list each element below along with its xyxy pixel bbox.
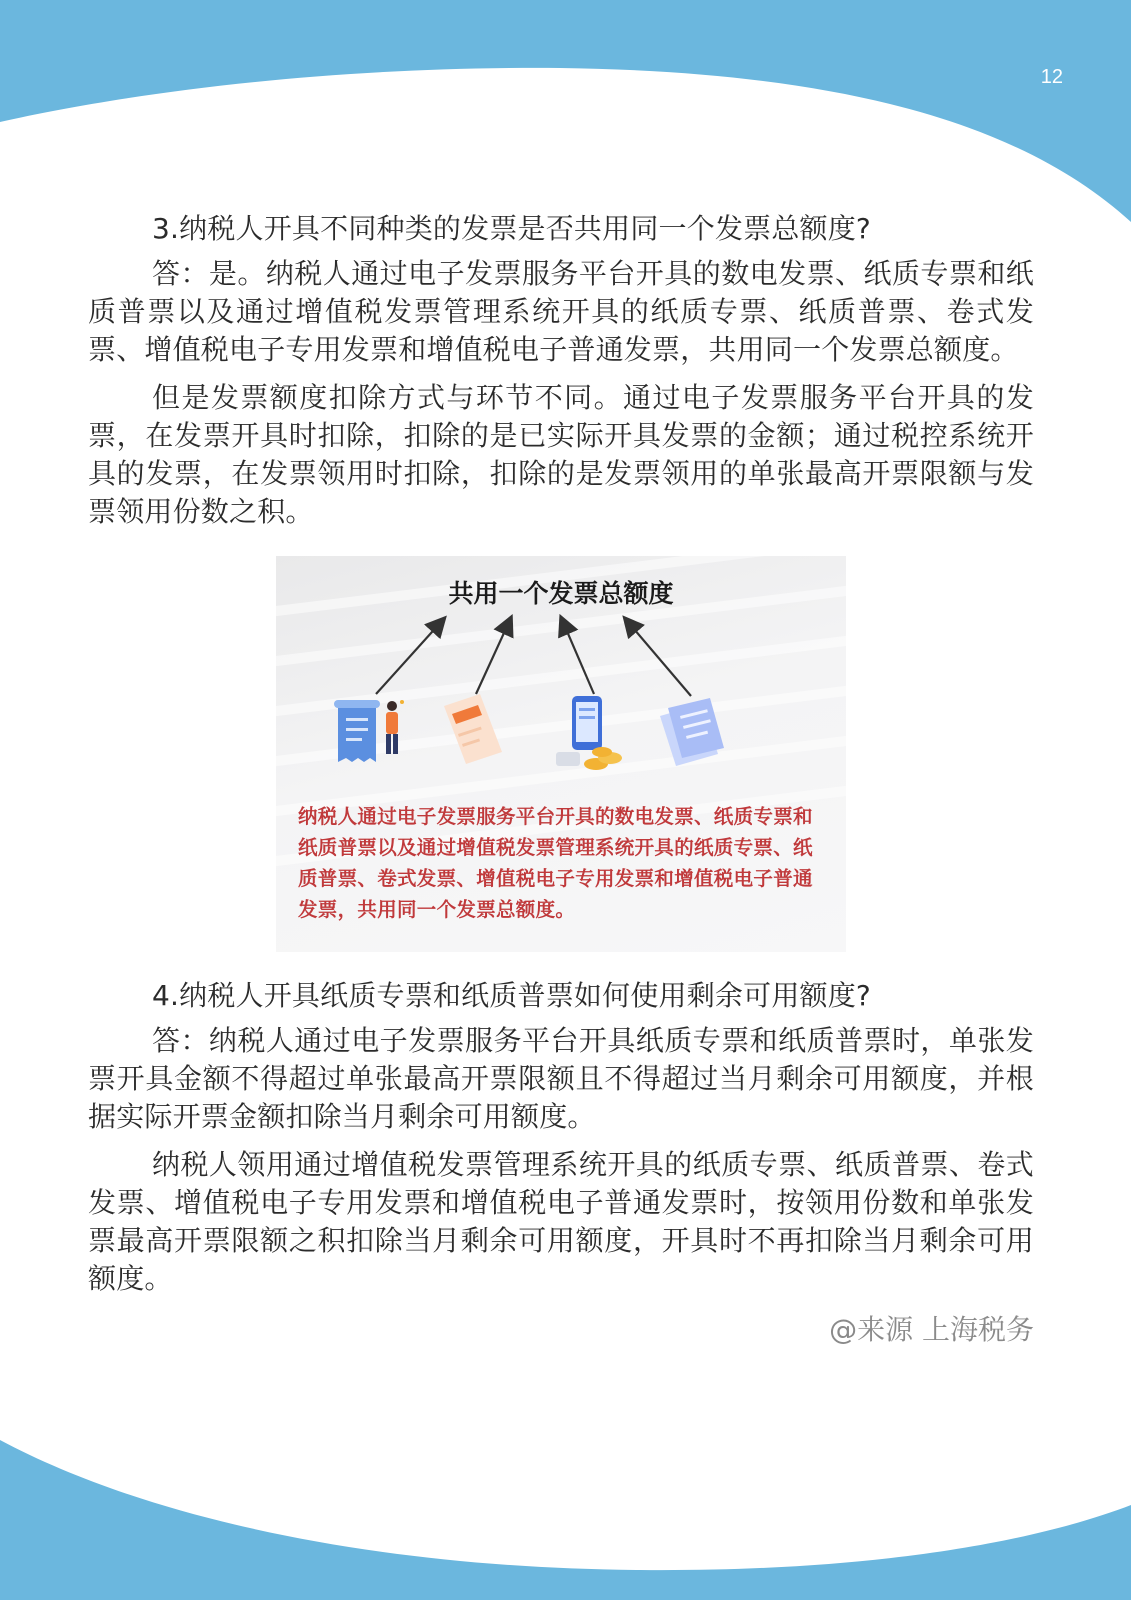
- answer-3: 答：是。纳税人通过电子发票服务平台开具的数电发票、纸质专票和纸质普票以及通过增值税发票管理系统开具的纸质专票、纸质普票、卷式发票、增值税电子专用发票和增值税电子普通发票，共用同一个发票总额度。: [88, 257, 1034, 366]
- arrow-3: [563, 622, 594, 694]
- source-credit: @来源 上海税务: [829, 1313, 1034, 1346]
- figure-caption: 纳税人通过电子发票服务平台开具的数电发票、纸质专票和纸质普票以及通过增值税发票管理系统开具的纸质专票、纸质普票、卷式发票、增值税电子专用发票和增值税电子普通发票，共用同一个发票总额度。: [298, 805, 813, 921]
- page-number: 12: [1040, 66, 1063, 88]
- document-stack-icon: [660, 698, 724, 766]
- figure-title: 共用一个发票总额度: [448, 579, 674, 608]
- arrow-2: [476, 622, 509, 694]
- question-3: 3.纳税人开具不同种类的发票是否共用同一个发票总额度?: [152, 212, 871, 245]
- top-wave: [0, 0, 1131, 222]
- arrow-1: [376, 622, 441, 694]
- phone-coins-icon: [556, 696, 622, 770]
- answer-4-note: 纳税人领用通过增值税发票管理系统开具的纸质专票、纸质普票、卷式发票、增值税电子专用发票和增值税电子普通发票时，按领用份数和单张发票最高开票限额之积扣除当月剩余可用额度，开具时不再扣除当月剩余可用额度。: [88, 1148, 1034, 1295]
- article-body: [88, 210, 1034, 1348]
- paper-invoice-icon: [444, 694, 502, 764]
- question-4: 4.纳税人开具纸质专票和纸质普票如何使用剩余可用额度?: [152, 979, 871, 1012]
- arrow-4: [628, 622, 691, 696]
- answer-4: 答：纳税人通过电子发票服务平台开具纸质专票和纸质普票时，单张发票开具金额不得超过单张最高开票限额且不得超过当月剩余可用额度，并根据实际开票金额扣除当月剩余可用额度。: [88, 1024, 1034, 1133]
- bottom-wave: [0, 1440, 1131, 1600]
- receipt-person-icon: [334, 700, 404, 762]
- shared-quota-figure: [276, 556, 846, 952]
- answer-3-note: 但是发票额度扣除方式与环节不同。通过电子发票服务平台开具的发票，在发票开具时扣除，扣除的是已实际开具发票的金额；通过税控系统开具的发票，在发票领用时扣除，扣除的是发票领用的单张最高开票限额与发票领用份数之积。: [88, 381, 1034, 528]
